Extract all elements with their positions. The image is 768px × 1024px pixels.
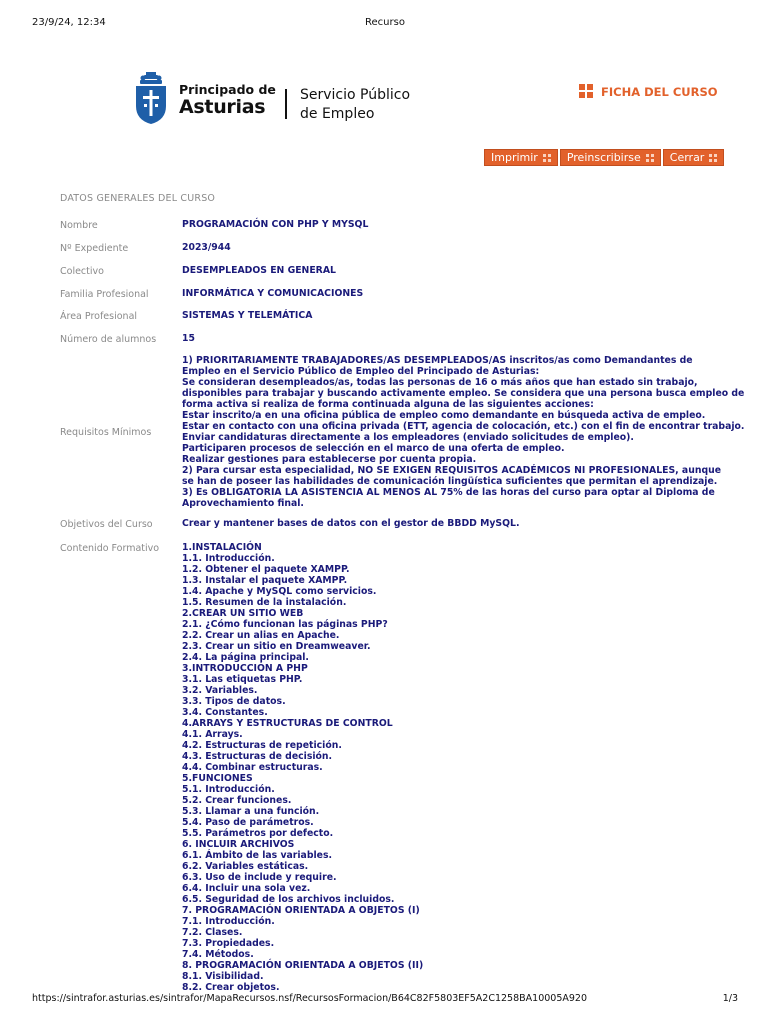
contenido-item: 6.4. Incluir una sola vez. xyxy=(182,883,311,894)
field-label: Objetivos del Curso xyxy=(60,519,153,530)
field-label: Número de alumnos xyxy=(60,334,157,345)
print-button-label: Imprimir xyxy=(491,151,538,164)
preregister-button[interactable] xyxy=(560,149,661,166)
dots-icon xyxy=(646,154,654,162)
contenido-item: 1.5. Resumen de la instalación. xyxy=(182,597,347,608)
close-button-label: Cerrar xyxy=(669,151,705,164)
contenido-item: 6.5. Seguridad de los archivos incluidos. xyxy=(182,894,395,905)
contenido-item: 1.4. Apache y MySQL como servicios. xyxy=(182,586,377,597)
requisitos-line: Aprovechamiento final. xyxy=(182,498,304,509)
requisitos-line: Enviar candidaturas directamente a los empleadores (enviado solicitudes de empleo). xyxy=(182,432,634,443)
requisitos-line: 1) PRIORITARIAMENTE TRABAJADORES/AS DESEMPLEADOS/AS inscritos/as como Demandantes de xyxy=(182,355,693,366)
dots-icon xyxy=(709,154,717,162)
field-label: Nº Expediente xyxy=(60,243,129,254)
contenido-item: 4.1. Arrays. xyxy=(182,729,243,740)
requisitos-line: 2) Para cursar esta especialidad, NO SE EXIGEN REQUISITOS ACADÉMICOS NI PROFESIONALES, aunque xyxy=(182,465,722,476)
print-button[interactable] xyxy=(484,149,558,166)
contenido-item: 5.4. Paso de parámetros. xyxy=(182,817,314,828)
logo-divider xyxy=(285,89,287,119)
dots-icon xyxy=(543,154,551,162)
print-url: https://sintrafor.asturias.es/sintrafor/MapaRecursos.nsf/RecursosFormacion/B64C82F5803EF5A2C1258BA10005A920 xyxy=(32,993,588,1004)
field-value: DESEMPLEADOS EN GENERAL xyxy=(182,265,336,276)
action-toolbar xyxy=(484,149,724,166)
contenido-item: 1.INSTALACIÓN xyxy=(182,542,262,553)
requisitos-line: Se consideran desempleados/as, todas las personas de 16 o más años que han estado sin trabajo, xyxy=(182,377,698,388)
print-header xyxy=(32,17,738,31)
grid-icon xyxy=(579,84,593,98)
principado-logo xyxy=(134,72,434,128)
contenido-item: 2.4. La página principal. xyxy=(182,652,309,663)
contenido-item: 4.2. Estructuras de repetición. xyxy=(182,740,342,751)
asturias-crest-icon xyxy=(134,72,168,124)
requisitos-text xyxy=(182,355,745,509)
field-label: Colectivo xyxy=(60,266,104,277)
contenido-item: 8. PROGRAMACIÓN ORIENTADA A OBJETOS (II) xyxy=(182,960,424,971)
contenido-item: 5.5. Parámetros por defecto. xyxy=(182,828,334,839)
logo-line1: Principado de xyxy=(179,82,276,97)
contenido-item: 2.3. Crear un sitio en Dreamweaver. xyxy=(182,641,371,652)
contenido-item: 8.1. Visibilidad. xyxy=(182,971,264,982)
print-timestamp: 23/9/24, 12:34 xyxy=(32,17,106,28)
contenido-item: 7. PROGRAMACIÓN ORIENTADA A OBJETOS (I) xyxy=(182,905,420,916)
contenido-item: 5.3. Llamar a una función. xyxy=(182,806,320,817)
field-label: Nombre xyxy=(60,220,98,231)
logo-line2: Asturias xyxy=(179,95,266,118)
contenido-item: 1.3. Instalar el paquete XAMPP. xyxy=(182,575,348,586)
requisitos-line: forma activa si realiza de forma continuada alguna de las siguientes acciones: xyxy=(182,399,594,410)
ficha-label: FICHA DEL CURSO xyxy=(601,85,718,99)
preregister-button-label: Preinscribirse xyxy=(566,151,641,164)
field-value: Crear y mantener bases de datos con el gestor de BBDD MySQL. xyxy=(182,518,520,529)
print-title: Recurso xyxy=(365,17,405,28)
contenido-item: 8.2. Crear objetos. xyxy=(182,982,280,993)
requisitos-line: Participaren procesos de selección en el marco de una oferta de empleo. xyxy=(182,443,565,454)
contenido-item: 3.3. Tipos de datos. xyxy=(182,696,286,707)
field-label: Área Profesional xyxy=(60,311,138,322)
contenido-item: 7.2. Clases. xyxy=(182,927,243,938)
contenido-item: 7.3. Propiedades. xyxy=(182,938,275,949)
requisitos-line: Estar en contacto con una oficina privada (ETT, agencia de colocación, etc.) con el fin de encontrar trabajo. xyxy=(182,421,745,432)
requisitos-line: 3) Es OBLIGATORIA LA ASISTENCIA AL MENOS AL 75% de las horas del curso para optar al Diploma de xyxy=(182,487,715,498)
contenido-item: 3.4. Constantes. xyxy=(182,707,268,718)
section-title: DATOS GENERALES DEL CURSO xyxy=(60,193,216,204)
contenido-item: 4.ARRAYS Y ESTRUCTURAS DE CONTROL xyxy=(182,718,393,729)
contenido-item: 4.3. Estructuras de decisión. xyxy=(182,751,333,762)
requisitos-line: se han de poseer las habilidades de comunicación lingüística suficientes que permitan el aprendizaje. xyxy=(182,476,718,487)
contenido-item: 6. INCLUIR ARCHIVOS xyxy=(182,839,295,850)
contenido-item: 3.2. Variables. xyxy=(182,685,258,696)
field-label: Familia Profesional xyxy=(60,289,149,300)
contenido-item: 3.INTRODUCCIÓN A PHP xyxy=(182,663,308,674)
print-page-number: 1/3 xyxy=(722,993,738,1004)
contenido-item: 2.CREAR UN SITIO WEB xyxy=(182,608,304,619)
contenido-item: 6.2. Variables estáticas. xyxy=(182,861,309,872)
contenido-item: 2.2. Crear un alias en Apache. xyxy=(182,630,340,641)
field-label: Requisitos Mínimos xyxy=(60,427,152,438)
contenido-item: 2.1. ¿Cómo funcionan las páginas PHP? xyxy=(182,619,388,630)
logo-service-line2: de Empleo xyxy=(300,106,375,122)
contenido-item: 5.1. Introducción. xyxy=(182,784,275,795)
field-label: Contenido Formativo xyxy=(60,543,160,554)
contenido-item: 4.4. Combinar estructuras. xyxy=(182,762,323,773)
contenido-item: 3.1. Las etiquetas PHP. xyxy=(182,674,303,685)
requisitos-line: disponibles para trabajar y buscando activamente empleo. Se considera que una persona busca empleo de xyxy=(182,388,745,399)
field-value: INFORMÁTICA Y COMUNICACIONES xyxy=(182,288,364,299)
logo-service-line1: Servicio Público xyxy=(300,87,411,103)
contenido-item: 6.1. Ámbito de las variables. xyxy=(182,850,333,861)
contenido-item: 6.3. Uso de include y require. xyxy=(182,872,337,883)
contenido-item: 1.1. Introducción. xyxy=(182,553,275,564)
contenido-item: 5.2. Crear funciones. xyxy=(182,795,292,806)
requisitos-line: Empleo en el Servicio Público de Empleo del Principado de Asturias: xyxy=(182,366,540,377)
contenido-item: 1.2. Obtener el paquete XAMPP. xyxy=(182,564,350,575)
requisitos-line: Estar inscrito/a en una oficina pública de empleo como demandante en búsqueda activa de empleo. xyxy=(182,410,706,421)
contenido-item: 7.4. Métodos. xyxy=(182,949,254,960)
field-value: 15 xyxy=(182,333,195,344)
field-value: SISTEMAS Y TELEMÁTICA xyxy=(182,310,313,321)
requisitos-line: Realizar gestiones para establecerse por cuenta propia. xyxy=(182,454,477,465)
contenido-item: 7.1. Introducción. xyxy=(182,916,275,927)
contenido-list xyxy=(182,542,722,993)
print-footer xyxy=(32,993,738,1007)
field-value: 2023/944 xyxy=(182,242,231,253)
contenido-item: 5.FUNCIONES xyxy=(182,773,253,784)
field-value: PROGRAMACIÓN CON PHP Y MYSQL xyxy=(182,219,369,230)
close-button[interactable] xyxy=(663,149,725,166)
